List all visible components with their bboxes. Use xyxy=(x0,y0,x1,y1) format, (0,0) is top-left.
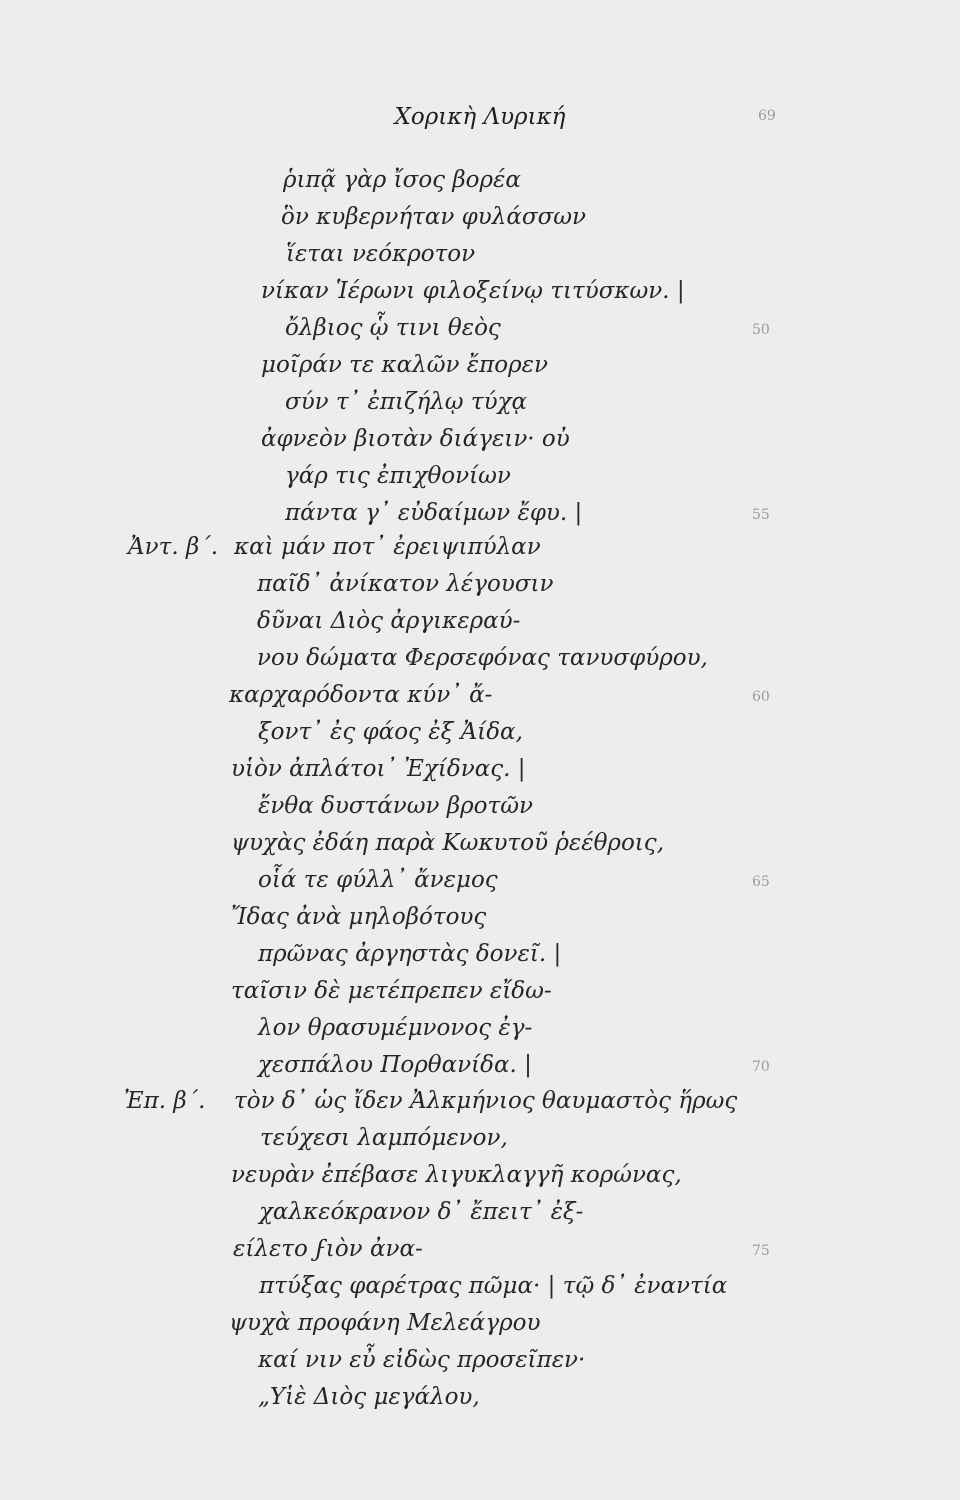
verse-line: τεύχεσι λαμπόμενον, xyxy=(260,1125,508,1151)
verse-line: ὄλβιος ᾧ τινι θεὸς xyxy=(285,315,501,341)
verse-line: καὶ μάν ποτ᾽ ἐρειψιπύλαν xyxy=(234,534,541,560)
verse-line: πτύξας φαρέτρας πῶμα· | τῷ δ᾽ ἐναντία xyxy=(259,1273,728,1299)
verse-line: χεσπάλου Πορθανίδα. | xyxy=(258,1052,532,1078)
verse-line: δῦναι Διὸς ἀργικεραύ- xyxy=(257,608,521,634)
verse-line: παῖδ᾽ ἀνίκατον λέγουσιν xyxy=(257,571,554,597)
verse-line: ῥιπᾷ γὰρ ἴσος βορέα xyxy=(283,167,521,193)
antistrophe-marker: Ἀντ. β΄. xyxy=(128,534,219,560)
verse-line: χαλκεόκρανον δ᾽ ἔπειτ᾽ ἐξ- xyxy=(259,1199,584,1225)
verse-line: „Υἱὲ Διὸς μεγάλου, xyxy=(258,1384,480,1410)
epode-marker: Ἐπ. β΄. xyxy=(124,1088,206,1114)
line-number: 70 xyxy=(752,1059,770,1075)
verse-line: είλετο ϝιὸν ἀνα- xyxy=(233,1236,423,1262)
verse-line: καρχαρόδοντα κύν᾽ ἄ- xyxy=(229,682,493,708)
verse-line: υἱὸν ἀπλάτοι᾽ Ἐχίδνας. | xyxy=(231,756,526,782)
verse-line: καί νιν εὖ εἰδὼς προσεῖπεν· xyxy=(258,1347,586,1373)
verse-line: πρῶνας ἀργηστὰς δονεῖ. | xyxy=(258,941,562,967)
verse-line: ψυχὰ προφάνη Μελεάγρου xyxy=(229,1310,541,1336)
line-number: 50 xyxy=(752,322,770,338)
verse-line: ὃν κυβερνήταν φυλάσσων xyxy=(281,204,587,230)
verse-line: ἔνθα δυστάνων βροτῶν xyxy=(258,793,533,819)
line-number: 55 xyxy=(752,507,770,523)
verse-line: ἀφνεὸν βιοτὰν διάγειν· οὐ xyxy=(261,426,570,452)
verse-line: λον θρασυμέμνονος ἐγ- xyxy=(258,1015,533,1041)
verse-line: ταῖσιν δὲ μετέπρεπεν εἴδω- xyxy=(231,978,552,1004)
verse-line: ψυχὰς ἐδάη παρὰ Κωκυτοῦ ῥεέθροις, xyxy=(231,830,665,856)
running-title: Χορικὴ Λυρική xyxy=(394,104,566,130)
page-number: 69 xyxy=(758,108,776,124)
line-number: 60 xyxy=(752,689,770,705)
verse-line: μοῖράν τε καλῶν ἔπορεν xyxy=(261,352,548,378)
verse-line: οἷά τε φύλλ᾽ ἄνεμος xyxy=(258,867,498,893)
verse-line: γάρ τις ἐπιχθονίων xyxy=(285,463,511,489)
verse-line: ξοντ᾽ ἐς φάος ἐξ Ἀίδα, xyxy=(258,719,523,745)
verse-line: σύν τ᾽ ἐπιζήλῳ τύχᾳ xyxy=(285,389,528,415)
verse-line: ἵεται νεόκροτον xyxy=(286,241,476,267)
verse-line: νευρὰν ἐπέβασε λιγυκλαγγῆ κορώνας, xyxy=(231,1162,682,1188)
line-number: 75 xyxy=(752,1243,770,1259)
verse-line: τὸν δ᾽ ὡς ἴδεν Ἀλκμήνιος θαυμαστὸς ἥρως xyxy=(234,1088,738,1114)
verse-line: Ἴδας ἀνὰ μηλοβότους xyxy=(231,904,487,930)
line-number: 65 xyxy=(752,874,770,890)
verse-line: νίκαν Ἱέρωνι φιλοξείνῳ τιτύσκων. | xyxy=(261,278,685,304)
verse-line: νου δώματα Φερσεφόνας τανυσφύρου, xyxy=(257,645,708,671)
verse-line: πάντα γ᾽ εὐδαίμων ἔφυ. | xyxy=(285,500,583,526)
